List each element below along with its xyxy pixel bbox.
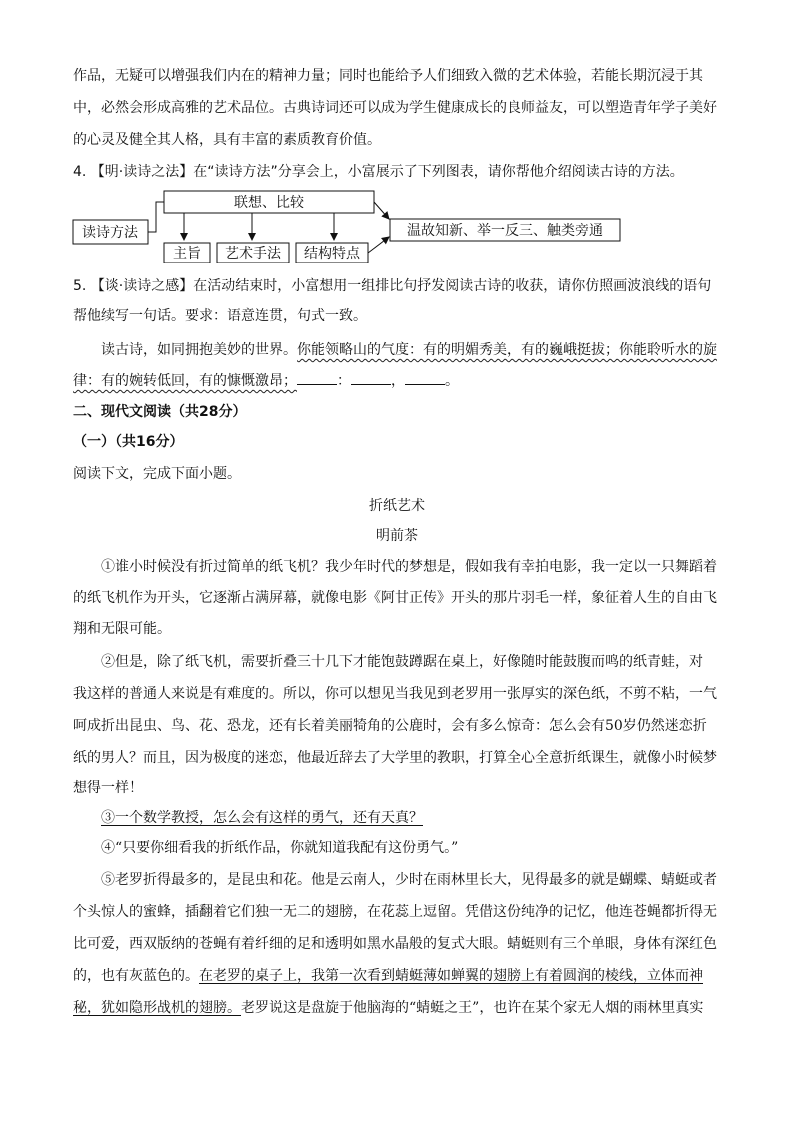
intro-line-3: 的心灵及健全其人格，具有丰富的素质教育价值。: [73, 132, 381, 148]
paragraph-2-line-2: 我这样的普通人来说是有难度的。所以，你可以想见当我见到老罗用一张厚实的深色纸，不剪不粘，一气: [73, 686, 717, 702]
q5-blank-1[interactable]: [297, 370, 337, 385]
paragraph-5-line-5-underlined: 秘，犹如隐形战机的翅膀。: [73, 1000, 241, 1016]
paragraph-2-line-3: 呵成折出昆虫、鸟、花、恐龙，还有长着美丽犄角的公鹿时，会有多么惊奇：怎么会有50岁仍然迷恋折: [73, 718, 707, 734]
q5-sentence-start: 读古诗，如同拥抱美妙的世界。: [101, 342, 297, 358]
question-4-text: 4. 【明·读诗之法】在“读诗方法”分享会上，小富展示了下列图表，请你帮他介绍阅读古诗的方法。: [73, 164, 684, 180]
paragraph-5-line-5: [73, 998, 723, 1018]
diagram-root-label: 读诗方法: [82, 225, 138, 241]
reading-method-diagram: [0, 188, 794, 263]
q5-colon: ：: [337, 373, 351, 389]
paragraph-2-line-4: 纸的男人？而且，因为极度的迷恋，他最近辞去了大学里的教职，打算全心全意折纸课生，就像小时候梦: [73, 750, 717, 766]
paragraph-1-line-1: ①谁小时候没有折过简单的纸飞机？我少年时代的梦想是，假如我有幸拍电影，我一定以一只舞蹈着: [101, 559, 717, 575]
q5-wavy-part-1: 你能领略山的气度：有的明媚秀美，有的巍峨挺拔；你能聆听水的旋: [297, 342, 717, 358]
article-title: 折纸艺术: [369, 498, 425, 514]
paragraph-5-line-3: 比可爱，西双版纳的苍蝇有着纤细的足和透明如黑水晶般的复式大眼。蜻蜓则有三个单眼，身体有深红色: [73, 936, 717, 952]
paragraph-5-line-5-plain: 老罗说这是盘旋于他脑海的“蜻蜓之王”，也许在某个家无人烟的雨林里真实: [241, 1000, 704, 1016]
paragraph-2-line-1: ②但是，除了纸飞机，需要折叠三十几下才能饱鼓蹲踞在桌上，好像随时能鼓腹而鸣的纸青蛙，对: [101, 654, 703, 670]
paragraph-1-line-2: 的纸飞机作为开头，它逐渐占满屏幕，就像电影《阿甘正传》开头的那片羽毛一样，象征着人生的自由飞: [73, 590, 717, 606]
paragraph-5-line-2: 个头惊人的蜜蜂，插翻着它们独一无二的翅膀，在花蕊上逗留。凭借这份纯净的记忆，他连苍蝇都折得无: [73, 904, 717, 920]
diagram-bottom-label-1: 主旨: [173, 246, 201, 262]
paragraph-5-line-4-plain: 的，也有灰蓝色的。: [73, 968, 199, 984]
article-author: 明前茶: [376, 528, 418, 544]
paragraph-4: ④“只要你细看我的折纸作品，你就知道我配有这份勇气。”: [101, 840, 459, 856]
q5-blank-3[interactable]: [405, 370, 445, 385]
diagram-result-label: 温故知新、举一反三、触类旁通: [407, 223, 603, 239]
paragraph-1-line-3: 翔和无限可能。: [73, 621, 171, 637]
q5-sentence-line-2: [73, 370, 723, 391]
diagram-connector-root-top: [148, 202, 164, 232]
diagram-bottom-label-2: 艺术手法: [225, 246, 281, 262]
paragraph-3-underlined: ③一个数学教授，怎么会有这样的勇气，还有天真？: [101, 810, 423, 826]
paragraph-3: [101, 808, 723, 828]
diagram-bottom-label-3: 结构特点: [304, 246, 360, 262]
paragraph-5-line-4: [73, 966, 723, 986]
q5-end-mark: 。: [445, 373, 459, 389]
section-2-heading: 二、现代文阅读（共28分）: [73, 404, 247, 420]
reading-instruction: 阅读下文，完成下面小题。: [73, 466, 241, 482]
paragraph-5-line-4-underlined: 在老罗的桌子上，我第一次看到蜻蜓薄如蝉翼的翅膀上有着圆润的棱线，立体而神: [199, 968, 703, 984]
question-5-line-1: 5. 【谈·读诗之感】在活动结束时，小富想用一组排比句抒发阅读古诗的收获，请你仿照画波浪线的语句: [73, 278, 712, 294]
q5-sentence-line-1: [101, 340, 723, 360]
intro-line-2: 中，必然会形成高雅的艺术品位。古典诗词还可以成为学生健康成长的良师益友，可以塑造青年学子美好: [73, 100, 717, 116]
diagram-arrow-bottom-result: [368, 237, 389, 253]
q5-blank-2[interactable]: [351, 370, 391, 385]
paragraph-5-line-1: ⑤老罗折得最多的，是昆虫和花。他是云南人，少时在雨林里长大，见得最多的就是蝴蝶、蜻蜓或者: [101, 872, 717, 888]
section-2-subheading: （一）（共16分）: [73, 434, 184, 450]
diagram-arrow-top-result: [374, 202, 389, 219]
intro-line-1: 作品，无疑可以增强我们内在的精神力量；同时也能给予人们细致入微的艺术体验，若能长期沉浸于其: [73, 68, 703, 84]
question-5-line-2: 帮他续写一句话。要求：语意连贯，句式一致。: [73, 308, 367, 324]
q5-wavy-part-2: 律：有的婉转低回，有的慷慨激昂；: [73, 373, 297, 389]
q5-comma: ，: [391, 373, 405, 389]
paragraph-2-line-5: 想得一样！: [73, 780, 143, 796]
diagram-top-label: 联想、比较: [234, 195, 304, 211]
